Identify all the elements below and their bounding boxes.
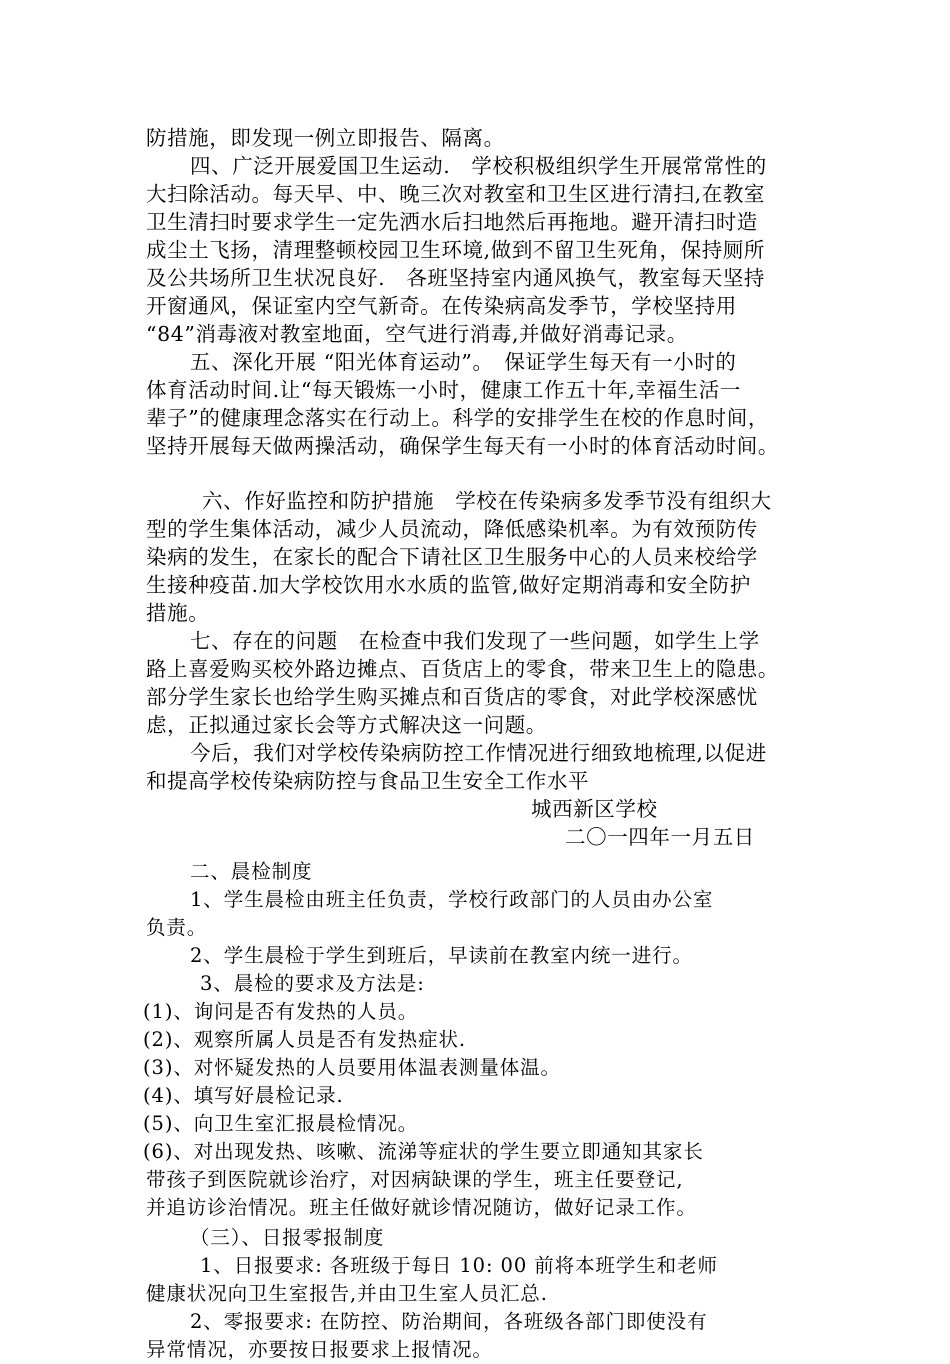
text-line: 部分学生家长也给学生购买摊点和百货店的零食，对此学校深感忧: [146, 685, 758, 709]
text-line: 今后，我们对学校传染病防控工作情况进行细致地梳理,以促进: [190, 741, 767, 765]
list-item: (3)、对怀疑发热的人员要用体温表测量体温。: [143, 1056, 561, 1079]
text-line: 健康状况向卫生室报告,并由卫生室人员汇总.: [146, 1282, 548, 1305]
text-line: 防措施，即发现一例立即报告、隔离。: [146, 126, 505, 150]
text-line: 措施。: [146, 601, 210, 625]
text-line: 和提高学校传染病防控与食品卫生安全工作水平: [146, 769, 590, 793]
list-item: (4)、填写好晨检记录.: [143, 1084, 344, 1107]
text-line: 体育活动时间.让“每天锻炼一小时，健康工作五十年,幸福生活一: [146, 378, 742, 402]
text-line: 带孩子到医院就诊治疗，对因病缺课的学生，班主任要登记,: [146, 1168, 684, 1191]
text-line: 成尘土飞扬，清理整顿校园卫生环境,做到不留卫生死角，保持厕所: [146, 238, 766, 262]
section-heading-daily-report: （三）、日报零报制度: [190, 1226, 385, 1249]
heading-seven: 七、存在的问题 在检查中我们发现了一些问题，如学生上学: [190, 629, 760, 653]
text-line: “84”消毒液对教室地面，空气进行消毒,并做好消毒记录。: [146, 322, 688, 346]
text-line: 并追访诊治情况。班主任做好就诊情况随访，做好记录工作。: [146, 1196, 697, 1219]
text-line: 卫生清扫时要求学生一定先洒水后扫地然后再拖地。避开清扫时造: [146, 210, 758, 234]
text-line: 1、日报要求: 各班级于每日 10: 00 前将本班学生和老师: [200, 1254, 718, 1277]
text-line: 及公共场所卫生状况良好. 各班坚持室内通风换气，教室每天坚持: [146, 266, 766, 290]
text-line: 型的学生集体活动，减少人员流动，降低感染机率。为有效预防传: [146, 517, 758, 541]
text-line: 1、学生晨检由班主任负责，学校行政部门的人员由办公室: [190, 888, 714, 911]
list-item: (6)、对出现发热、咳嗽、流涕等症状的学生要立即通知其家长: [143, 1140, 704, 1163]
heading-five: 五、深化开展 “阳光体育运动”。 保证学生每天有一小时的: [190, 350, 737, 374]
signature-school: 城西新区学校: [531, 797, 658, 821]
text-line: 大扫除活动。每天早、中、晚三次对教室和卫生区进行清扫,在教室: [146, 182, 766, 206]
signature-date: 二〇一四年一月五日: [565, 825, 755, 849]
text-line: 2、零报要求: 在防控、防治期间，各班级各部门即使没有: [190, 1310, 708, 1333]
list-item: (1)、询问是否有发热的人员。: [143, 1000, 419, 1023]
text-line: 异常情况，亦要按日报要求上报情况。: [146, 1338, 493, 1361]
list-item: (5)、向卫生室汇报晨检情况。: [143, 1112, 419, 1135]
text-line: 生接种疫苗.加大学校饮用水水质的监管,做好定期消毒和安全防护: [146, 573, 752, 597]
list-item: (2)、观察所属人员是否有发热症状.: [143, 1028, 467, 1051]
heading-four: 四、广泛开展爱国卫生运动. 学校积极组织学生开展常常性的: [190, 154, 767, 178]
text-line: 坚持开展每天做两操活动，确保学生每天有一小时的体育活动时间。: [146, 434, 779, 458]
heading-six: 六、作好监控和防护措施 学校在传染病多发季节没有组织大: [202, 489, 772, 513]
text-line: 虑，正拟通过家长会等方式解决这一问题。: [146, 713, 547, 737]
text-line: 2、学生晨检于学生到班后，早读前在教室内统一进行。: [190, 944, 693, 967]
text-line: 开窗通风，保证室内空气新奇。在传染病高发季节，学校坚持用: [146, 294, 737, 318]
text-line: 辈子”的健康理念落实在行动上。科学的安排学生在校的作息时间，: [146, 406, 769, 430]
text-line: 染病的发生，在家长的配合下请社区卫生服务中心的人员来校给学: [146, 545, 758, 569]
section-heading-morning-check: 二、晨检制度: [190, 860, 313, 883]
text-line: 负责。: [146, 916, 208, 939]
text-line: 路上喜爱购买校外路边摊点、百货店上的零食，带来卫生上的隐患。: [146, 657, 779, 681]
text-line: 3、晨检的要求及方法是:: [200, 972, 425, 995]
